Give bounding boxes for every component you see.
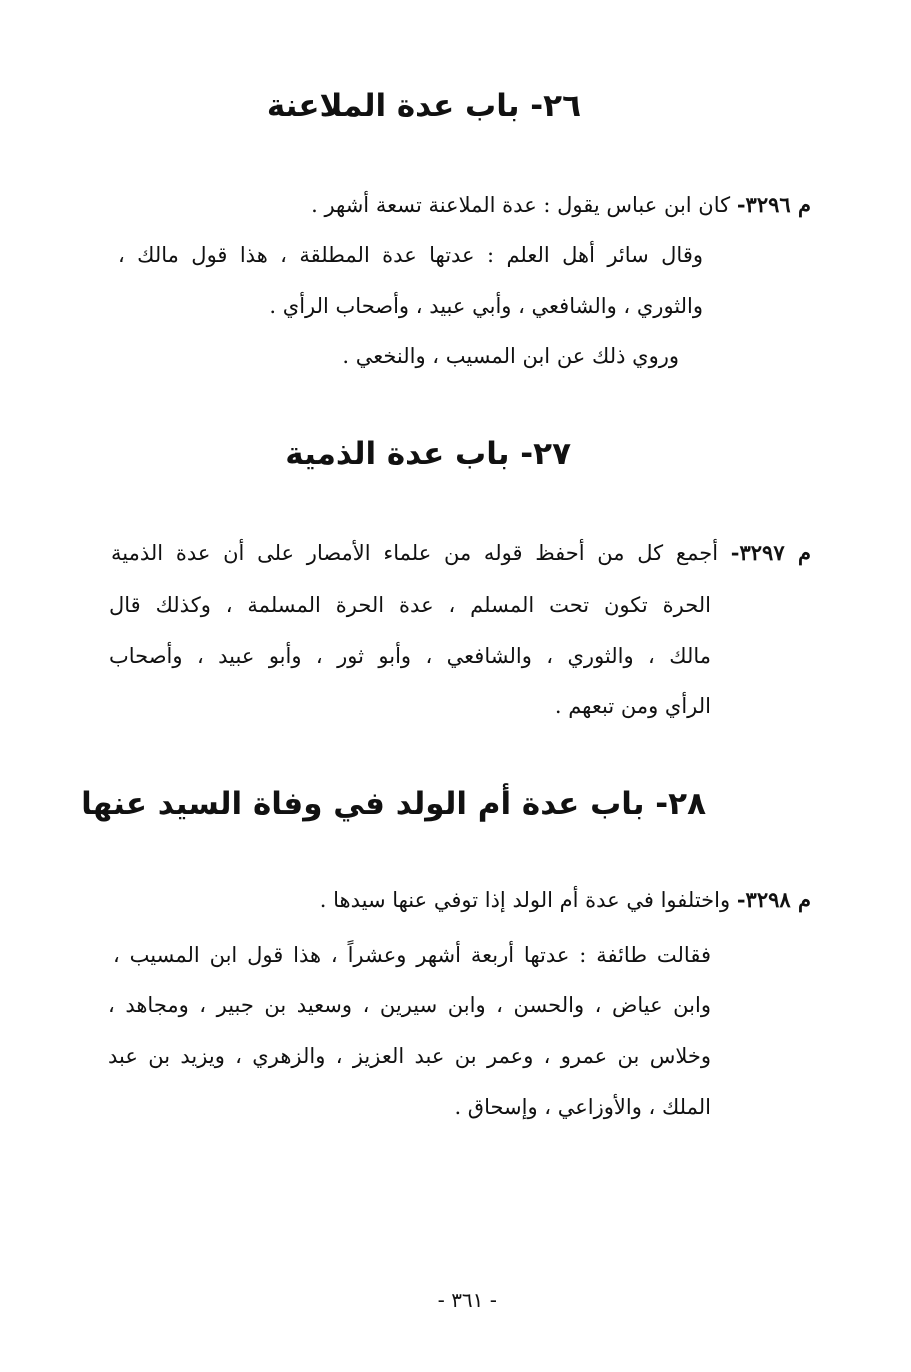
entry-3297-line-3: مالك ، والثوري ، والشافعي ، وأبو ثور ، وأبو عبيد ، وأصحاب [109, 644, 711, 668]
entry-number: م ٣٢٩٧- [730, 540, 811, 565]
entry-3298-line-4: وخلاس بن عمرو ، وعمر بن عبد العزيز ، والزهري ، ويزيد بن عبد [108, 1044, 711, 1068]
entry-3298-line-3: وابن عياض ، والحسن ، وابن سيرين ، وسعيد بن جبير ، ومجاهد ، [108, 993, 711, 1017]
entry-3298-line-5: الملك ، والأوزاعي ، وإسحاق . [454, 1095, 711, 1119]
entry-3297-line-1 [111, 538, 811, 568]
entry-number: م ٣٢٩٦- [736, 192, 811, 217]
entry-text: كان ابن عباس يقول : عدة الملاعنة تسعة أشهر . [311, 193, 731, 217]
entry-3296-line-2: وقال سائر أهل العلم : عدتها عدة المطلقة ، هذا قول مالك ، [118, 243, 703, 267]
entry-3298-line-2: فقالت طائفة : عدتها أربعة أشهر وعشراً ، هذا قول ابن المسيب ، [113, 943, 711, 967]
entry-text: واختلفوا في عدة أم الولد إذا توفي عنها سيدها . [319, 888, 731, 912]
entry-3296-line-3: والثوري ، والشافعي ، وأبي عبيد ، وأصحاب الرأي . [269, 294, 703, 318]
section-heading-28: ٢٨- باب عدة أم الولد في وفاة السيد عنها [81, 786, 706, 822]
section-heading-26: ٢٦- باب عدة الملاعنة [266, 88, 581, 124]
section-heading-27: ٢٧- باب عدة الذمية [285, 436, 571, 472]
entry-text: أجمع كل من أحفظ قوله من علماء الأمصار على أن عدة الذمية [111, 541, 719, 565]
page-number: - ٣٦١ - [437, 1288, 497, 1312]
entry-3298-line-1 [320, 885, 811, 915]
entry-3297-line-2: الحرة تكون تحت المسلم ، عدة الحرة المسلمة ، وكذلك قال [109, 593, 711, 617]
entry-3296-line-1 [311, 190, 811, 220]
entry-3297-line-4: الرأي ومن تبعهم . [554, 694, 711, 718]
entry-number: م ٣٢٩٨- [736, 887, 811, 912]
entry-3296-line-4: وروي ذلك عن ابن المسيب ، والنخعي . [342, 344, 679, 368]
